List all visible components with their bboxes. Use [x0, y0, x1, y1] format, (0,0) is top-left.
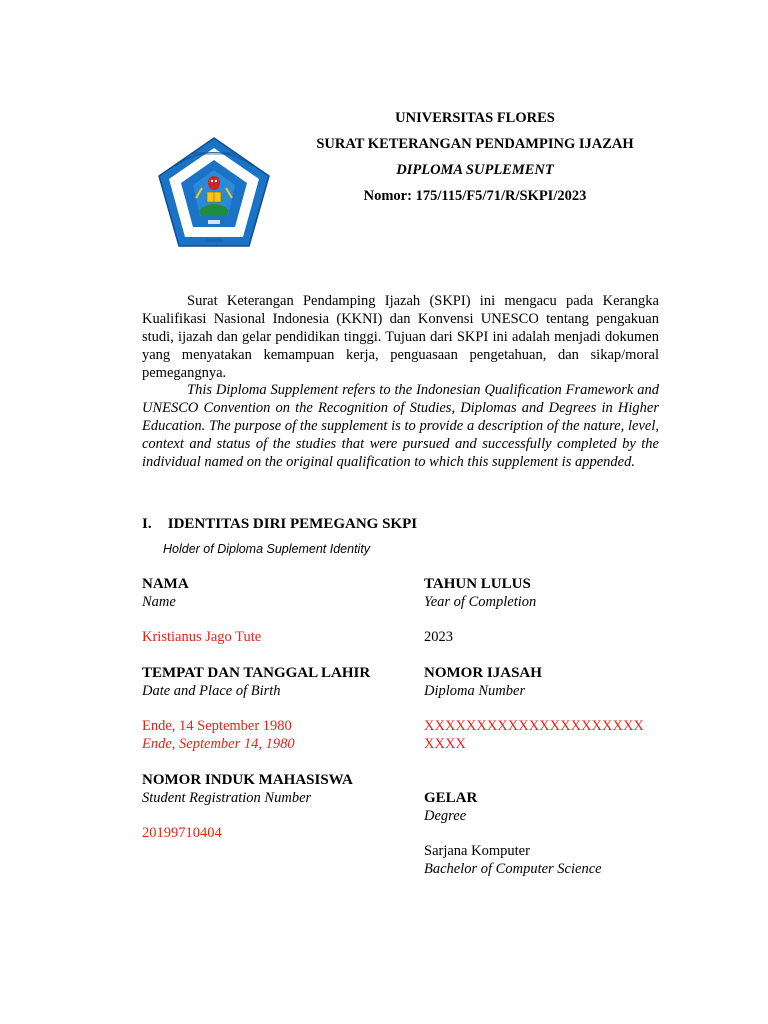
birth-value: Ende, 14 September 1980: [142, 718, 292, 734]
birth-value-en: Ende, September 14, 1980: [142, 736, 295, 752]
document-header: [270, 110, 680, 214]
intro-paragraph-id: Surat Keterangan Pendamping Ijazah (SKPI) ini mengacu pada Kerangka Kualifikasi Nasional Indonesia (KKNI) dan Konvensi UNESCO tentang pengakuan studi, ijazah dan gelar pendidikan tinggi. Tujuan dari SKPI ini adalah menjadi dokumen yang menyatakan kemampuan kerja, penguasaan pengetahuan, dan sikap/moral pemegangnya.: [142, 293, 659, 381]
diploma-number-label: NOMOR IJASAH: [424, 665, 542, 681]
document-number: Nomor: 175/115/F5/71/R/SKPI/2023: [363, 188, 587, 204]
diploma-number-value-line2: XXXX: [424, 736, 466, 752]
degree-label-en: Degree: [424, 808, 467, 824]
intro-paragraph-en: This Diploma Supplement refers to the Indonesian Qualification Framework and UNESCO Convention on the Recognition of Studies, Diplomas and Degrees in Higher Education. The purpose of the supplement is to provide a description of the nature, level, context and status of the studies that were pursued and successfully completed by the individual named on the original qualification to which this supplement is appended.: [142, 382, 659, 470]
university-logo: [155, 136, 273, 250]
name-value: Kristianus Jago Tute: [142, 629, 262, 645]
graduation-year-label-en: Year of Completion: [424, 594, 537, 610]
university-name: UNIVERSITAS FLORES: [395, 110, 555, 126]
document-title-en: DIPLOMA SUPLEMENT: [396, 162, 554, 178]
student-id-label: NOMOR INDUK MAHASISWA: [142, 772, 353, 788]
diploma-number-value-line1: XXXXXXXXXXXXXXXXXXXXX: [424, 718, 644, 734]
graduation-year-label: TAHUN LULUS: [424, 576, 531, 592]
document-title: SURAT KETERANGAN PENDAMPING IJAZAH: [316, 136, 634, 152]
name-label-en: Name: [142, 594, 176, 610]
student-id-value: 20199710404: [142, 825, 222, 841]
section-heading: [142, 516, 417, 533]
birth-label: TEMPAT DAN TANGGAL LAHIR: [142, 665, 371, 681]
name-label: NAMA: [142, 576, 189, 592]
section-number: I.: [142, 516, 152, 532]
section-subtitle: Holder of Diploma Suplement Identity: [163, 542, 371, 556]
degree-value-en: Bachelor of Computer Science: [424, 861, 602, 877]
degree-label: GELAR: [424, 790, 478, 806]
graduation-year-value: 2023: [424, 629, 453, 645]
student-id-label-en: Student Registration Number: [142, 790, 312, 806]
birth-label-en: Date and Place of Birth: [142, 683, 281, 699]
degree-value: Sarjana Komputer: [424, 843, 530, 859]
section-title: IDENTITAS DIRI PEMEGANG SKPI: [167, 516, 418, 532]
diploma-number-label-en: Diploma Number: [424, 683, 526, 699]
